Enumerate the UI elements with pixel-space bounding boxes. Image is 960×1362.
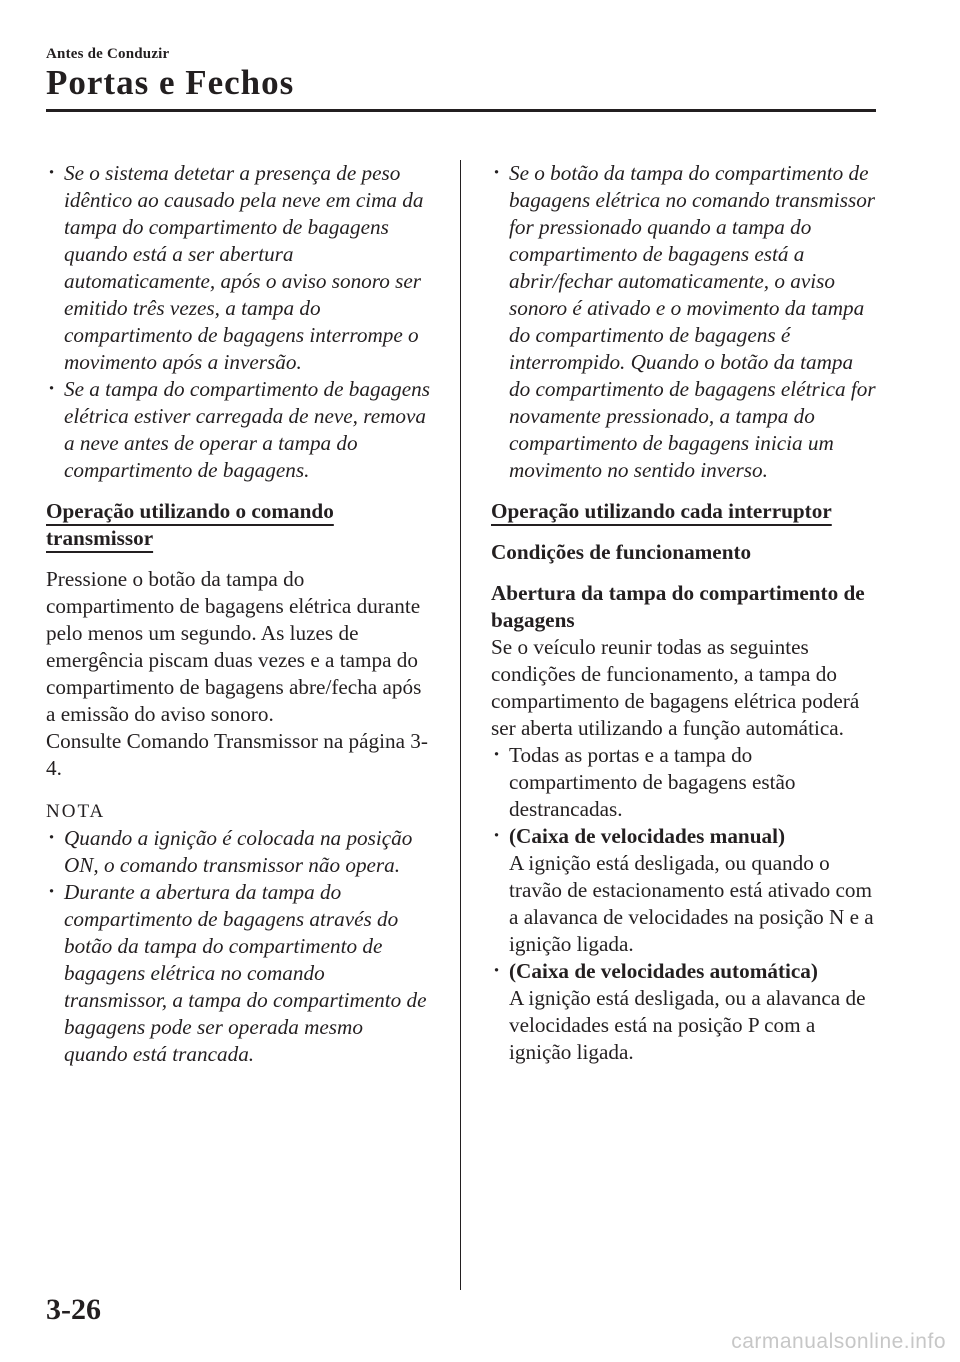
page-number: 3-26 <box>46 1293 101 1326</box>
list-item: · Se a tampa do compartimento de bagagens elétrica estiver carregada de neve, remova a neve antes de operar a tampa do compartimento de bagagens. <box>46 376 431 484</box>
section-heading-switch: Operação utilizando cada interruptor <box>491 499 832 523</box>
conditions-paragraph: Se o veículo reunir todas as seguintes condições de funcionamento, a tampa do compartimento de bagagens elétrica poderá ser aberta utilizando a função automática. <box>491 635 860 740</box>
transmitter-paragraph: Pressione o botão da tampa do compartimento de bagagens elétrica durante pelo menos um segundo. As luzes de emergência piscam duas vezes e a tampa do compartimento de bagagens abre/fecha após a emissão do aviso sonoro. <box>46 567 422 726</box>
transmitter-reference: Consulte Comando Transmissor na página 3-4. <box>46 729 428 780</box>
right-top-bullet-list <box>491 160 876 484</box>
list-item: · Se o sistema detetar a presença de peso idêntico ao causado pela neve em cima da tampa do compartimento de bagagens quando está a ser abertura automaticamente, após o aviso sonoro ser emitido três vezes, a tampa do compartimento de bagagens interrompe o movimento após a inversão. <box>46 160 431 376</box>
conditions-bullet-list <box>491 742 876 1066</box>
watermark: carmanualsonline.info <box>731 1330 946 1353</box>
section-heading-transmitter: Operação utilizando o comando transmissor <box>46 499 334 550</box>
section-label: Antes de Conduzir <box>46 46 170 62</box>
condition-title-automatic: (Caixa de velocidades automática) <box>509 959 818 983</box>
list-item: · Quando a ignição é colocada na posição ON, o comando transmissor não opera. <box>46 825 431 879</box>
subheading-opening: Abertura da tampa do compartimento de bagagens <box>491 581 865 632</box>
left-column <box>46 160 431 1068</box>
page-title: Portas e Fechos <box>46 63 295 102</box>
condition-text-manual: A ignição está desligada, ou quando o travão de estacionamento está ativado com a alavanca de velocidades na posição N e a ignição ligada. <box>509 851 874 956</box>
list-item: · Todas as portas e a tampa do compartimento de bagagens estão destrancadas. <box>491 742 876 823</box>
list-item: · Durante a abertura da tampa do compartimento de bagagens através do botão da tampa do compartimento de bagagens elétrica no comando transmissor, a tampa do compartimento de bagagens pode ser operada mesmo quando está trancada. <box>46 879 431 1068</box>
header-rule <box>46 109 876 112</box>
list-item <box>491 823 876 958</box>
subheading-conditions: Condições de funcionamento <box>491 540 752 564</box>
list-item: · Se o botão da tampa do compartimento de bagagens elétrica no comando transmissor for pressionado quando a tampa do compartimento de bagagens está a abrir/fechar automaticamente, o aviso sonoro é ativado e o movimento da tampa do compartimento de bagagens é interrompido. Quando o botão da tampa do compartimento de bagagens elétrica for novamente pressionado, a tampa do compartimento de bagagens inicia um movimento no sentido inverso. <box>491 160 876 484</box>
right-heading-block <box>491 498 876 525</box>
list-item <box>491 958 876 1066</box>
condition-text-automatic: A ignição está desligada, ou a alavanca de velocidades está na posição P com a ignição ligada. <box>509 986 866 1064</box>
nota-bullet-list <box>46 825 431 1068</box>
column-divider <box>460 160 461 1290</box>
nota-label: NOTA <box>46 801 106 822</box>
left-top-bullet-list <box>46 160 431 484</box>
condition-title-manual: (Caixa de velocidades manual) <box>509 824 786 848</box>
left-heading-block <box>46 498 431 552</box>
right-column <box>491 160 876 1066</box>
